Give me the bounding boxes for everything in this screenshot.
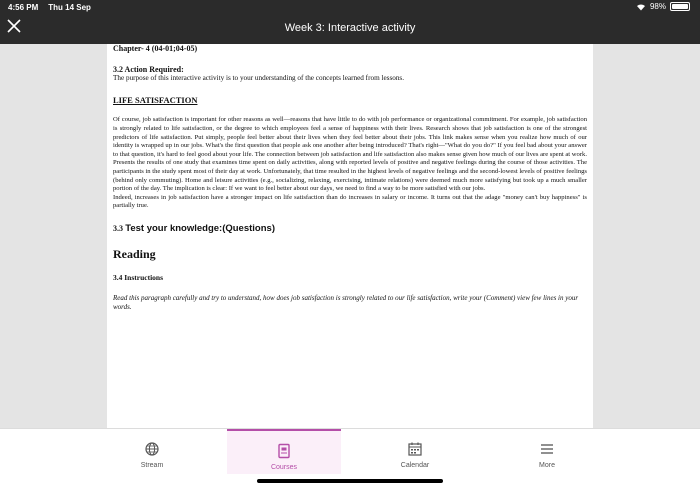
nav-more-label: More — [539, 462, 555, 469]
paragraph-2: Indeed, increases in job satisfaction have a stronger impact on life satisfaction than do increases in salary or income. It turns out that the adage "money can't buy happiness" is partially true. — [113, 193, 587, 210]
document-content[interactable] — [107, 44, 593, 428]
section-32-text: The purpose of this interactive activity is to your understanding of the concepts learned from lessons. — [113, 74, 405, 82]
nav-more[interactable] — [490, 429, 604, 474]
page-title: Week 3: Interactive activity — [284, 22, 416, 34]
home-indicator[interactable] — [257, 479, 443, 483]
nav-stream-label: Stream — [140, 462, 164, 469]
nav-courses-label: Courses — [270, 464, 298, 471]
instructions-text: Read this paragraph carefully and try to understand, how does job satisfaction is strongly related to our life satisfaction, write your (Comment) view few lines in your words. — [113, 293, 579, 311]
life-satisfaction-heading: LIFE SATISFACTION — [113, 95, 198, 106]
battery-fill — [672, 4, 688, 9]
nav-calendar-label: Calendar — [400, 462, 430, 469]
battery-icon — [670, 2, 690, 11]
top-bar — [0, 0, 700, 44]
globe-icon — [144, 441, 160, 457]
status-indicators — [636, 2, 690, 11]
battery-percent: 98% — [649, 2, 666, 11]
body-paragraph — [113, 116, 587, 211]
reading-heading: Reading — [113, 246, 156, 261]
chapter-heading: Chapter- 4 (04-01;04-05) — [113, 44, 198, 53]
paragraph-1: Of course, job satisfaction is important for other reasons as well—reasons that have little to do with job performance or organizational commitment. For example, job satisfaction is strongly related to life satisfaction, or the degree to which employees feel a sense of happiness with their lives. Research shows that job satisfaction is one of the strongest predictors of life satisfaction. Put simply, people feel better about their lives when they feel better about their jobs. This link makes sense when you realize how much of our identity is wrapped up in our jobs. What's the first question that people ask one another after being introduced? That's right—"What do you do?" If you feel bad about your answer to that question, it's hard to feel good about your life. The connection between job satisfaction and life satisfaction also makes sense given how much of our lives are spent at work. Presents the results of one study that examines time spent on daily activities, along with reported levels of positive and negative feelings during the course of those activities. The participants in the study spent most of their day at work. Unfortunately, that time resulted in the highest levels of negative feelings and the second-lowest levels of positive feelings (behind only commuting). Home and leisure activities (e.g., socializing, relaxing, exercising, intimate relations) were deemed much more satisfying but took up a much smaller portion of the day. The implication is clear: If we want to feel better about our days, we need to find a way to be more satisfied with our jobs. — [113, 116, 587, 193]
status-time — [8, 3, 91, 12]
section-33-number: 3.3 — [113, 223, 123, 233]
status-time-value: 4:56 PM — [8, 3, 39, 12]
menu-icon — [539, 441, 555, 457]
calendar-icon — [407, 441, 423, 457]
section-34-heading: 3.4 Instructions — [113, 272, 164, 282]
nav-calendar[interactable] — [358, 429, 472, 474]
wifi-icon — [636, 3, 646, 11]
nav-stream[interactable] — [95, 429, 209, 474]
courses-icon — [276, 443, 292, 459]
section-33-label: Test your knowledge:(Questions) — [125, 222, 275, 234]
status-date: Thu 14 Sep — [48, 3, 91, 12]
section-33-heading — [113, 223, 587, 234]
section-32-heading: 3.2 Action Required: — [113, 65, 184, 74]
nav-courses[interactable] — [227, 429, 341, 474]
